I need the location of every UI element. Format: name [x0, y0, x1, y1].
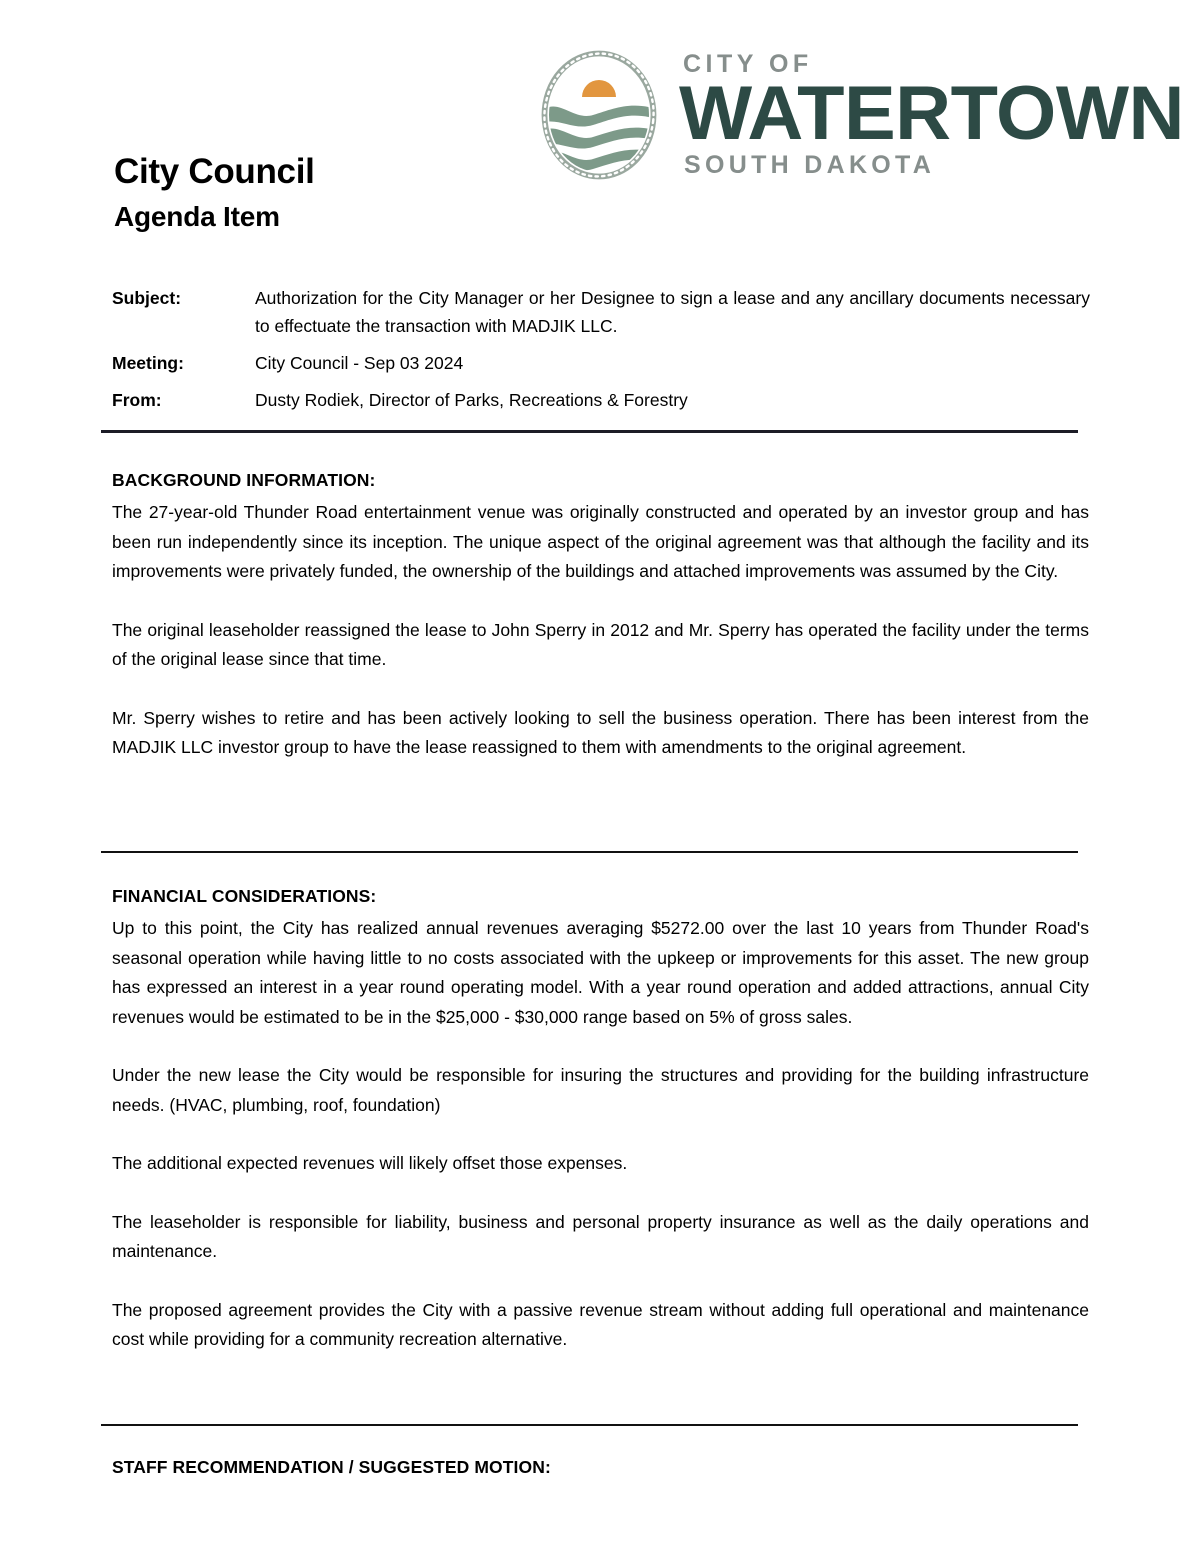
logo-watertown-text: WATERTOWN [679, 70, 1184, 156]
section-background-information [112, 468, 1089, 763]
section-financial-considerations [112, 884, 1089, 1355]
financial-paragraph-4: The leaseholder is responsible for liability, business and personal property insurance as well as the daily operations and maintenance. [112, 1211, 1089, 1261]
background-paragraph-2: The original leaseholder reassigned the lease to John Sperry in 2012 and Mr. Sperry has operated the facility under the terms of the original lease since that time. [112, 619, 1089, 669]
title-block [114, 152, 315, 233]
financial-paragraph-2: Under the new lease the City would be responsible for insuring the structures and providing for the building infrastructure needs. (HVAC, plumbing, roof, foundation) [112, 1065, 1089, 1115]
divider-recommendation [101, 1424, 1078, 1426]
financial-paragraph-5: The proposed agreement provides the City with a passive revenue stream without adding full operational and maintenance cost while providing for a community recreation alternative. [112, 1299, 1089, 1349]
meta-label-from: From: [112, 390, 162, 410]
financial-paragraph-3: The additional expected revenues will likely offset those expenses. [112, 1153, 628, 1173]
meta-table [112, 284, 1090, 414]
meta-value-from: Dusty Rodiek, Director of Parks, Recreations & Forestry [255, 390, 688, 410]
logo-state-text: SOUTH DAKOTA [684, 151, 936, 180]
background-paragraph-3: Mr. Sperry wishes to retire and has been actively looking to sell the business operation. There has been interest from the MADJIK LLC investor group to have the lease reassigned to them with amendments to the original agreement. [112, 707, 1089, 757]
divider-header [101, 430, 1078, 433]
document-header [0, 0, 1200, 258]
meta-value-subject: Authorization for the City Manager or her Designee to sign a lease and any ancillary documents necessary to effectuate the transaction with MADJIK LLC. [255, 288, 1090, 336]
background-paragraph-1: The 27-year-old Thunder Road entertainment venue was originally constructed and operated by an investor group and has been run independently since its inception. The unique aspect of the original agreement was that although the facility and its improvements were privately funded, the ownership of the buildings and attached improvements was assumed by the City. [112, 502, 1089, 581]
page-subtitle: Agenda Item [114, 201, 280, 233]
page-title: City Council [114, 152, 315, 191]
section-heading-financial: FINANCIAL CONSIDERATIONS: [112, 886, 377, 906]
section-staff-recommendation [112, 1455, 1089, 1485]
meta-row-meeting [112, 349, 1090, 377]
divider-financial [101, 851, 1078, 853]
city-logo [533, 45, 1184, 185]
financial-paragraph-1: Up to this point, the City has realized annual revenues averaging $5272.00 over the last 10 years from Thunder Road's seasonal operation while having little to no costs associated with the upkeep or improvements for this asset. The new group has expressed an interest in a year round operating model. With a year round operation and added attractions, annual City revenues would be estimated to be in the $25,000 - $30,000 range based on 5% of gross sales. [112, 918, 1089, 1027]
logo-wordmark [679, 49, 1184, 180]
watertown-seal-icon [533, 45, 665, 185]
section-heading-recommendation: STAFF RECOMMENDATION / SUGGESTED MOTION: [112, 1457, 551, 1477]
section-heading-background: BACKGROUND INFORMATION: [112, 470, 376, 490]
meta-row-subject [112, 284, 1090, 340]
meta-row-from [112, 386, 1090, 414]
logo-city-of-text: CITY OF [683, 49, 813, 78]
meta-label-meeting: Meeting: [112, 353, 184, 373]
meta-value-meeting: City Council - Sep 03 2024 [255, 353, 464, 373]
meta-label-subject: Subject: [112, 288, 182, 308]
